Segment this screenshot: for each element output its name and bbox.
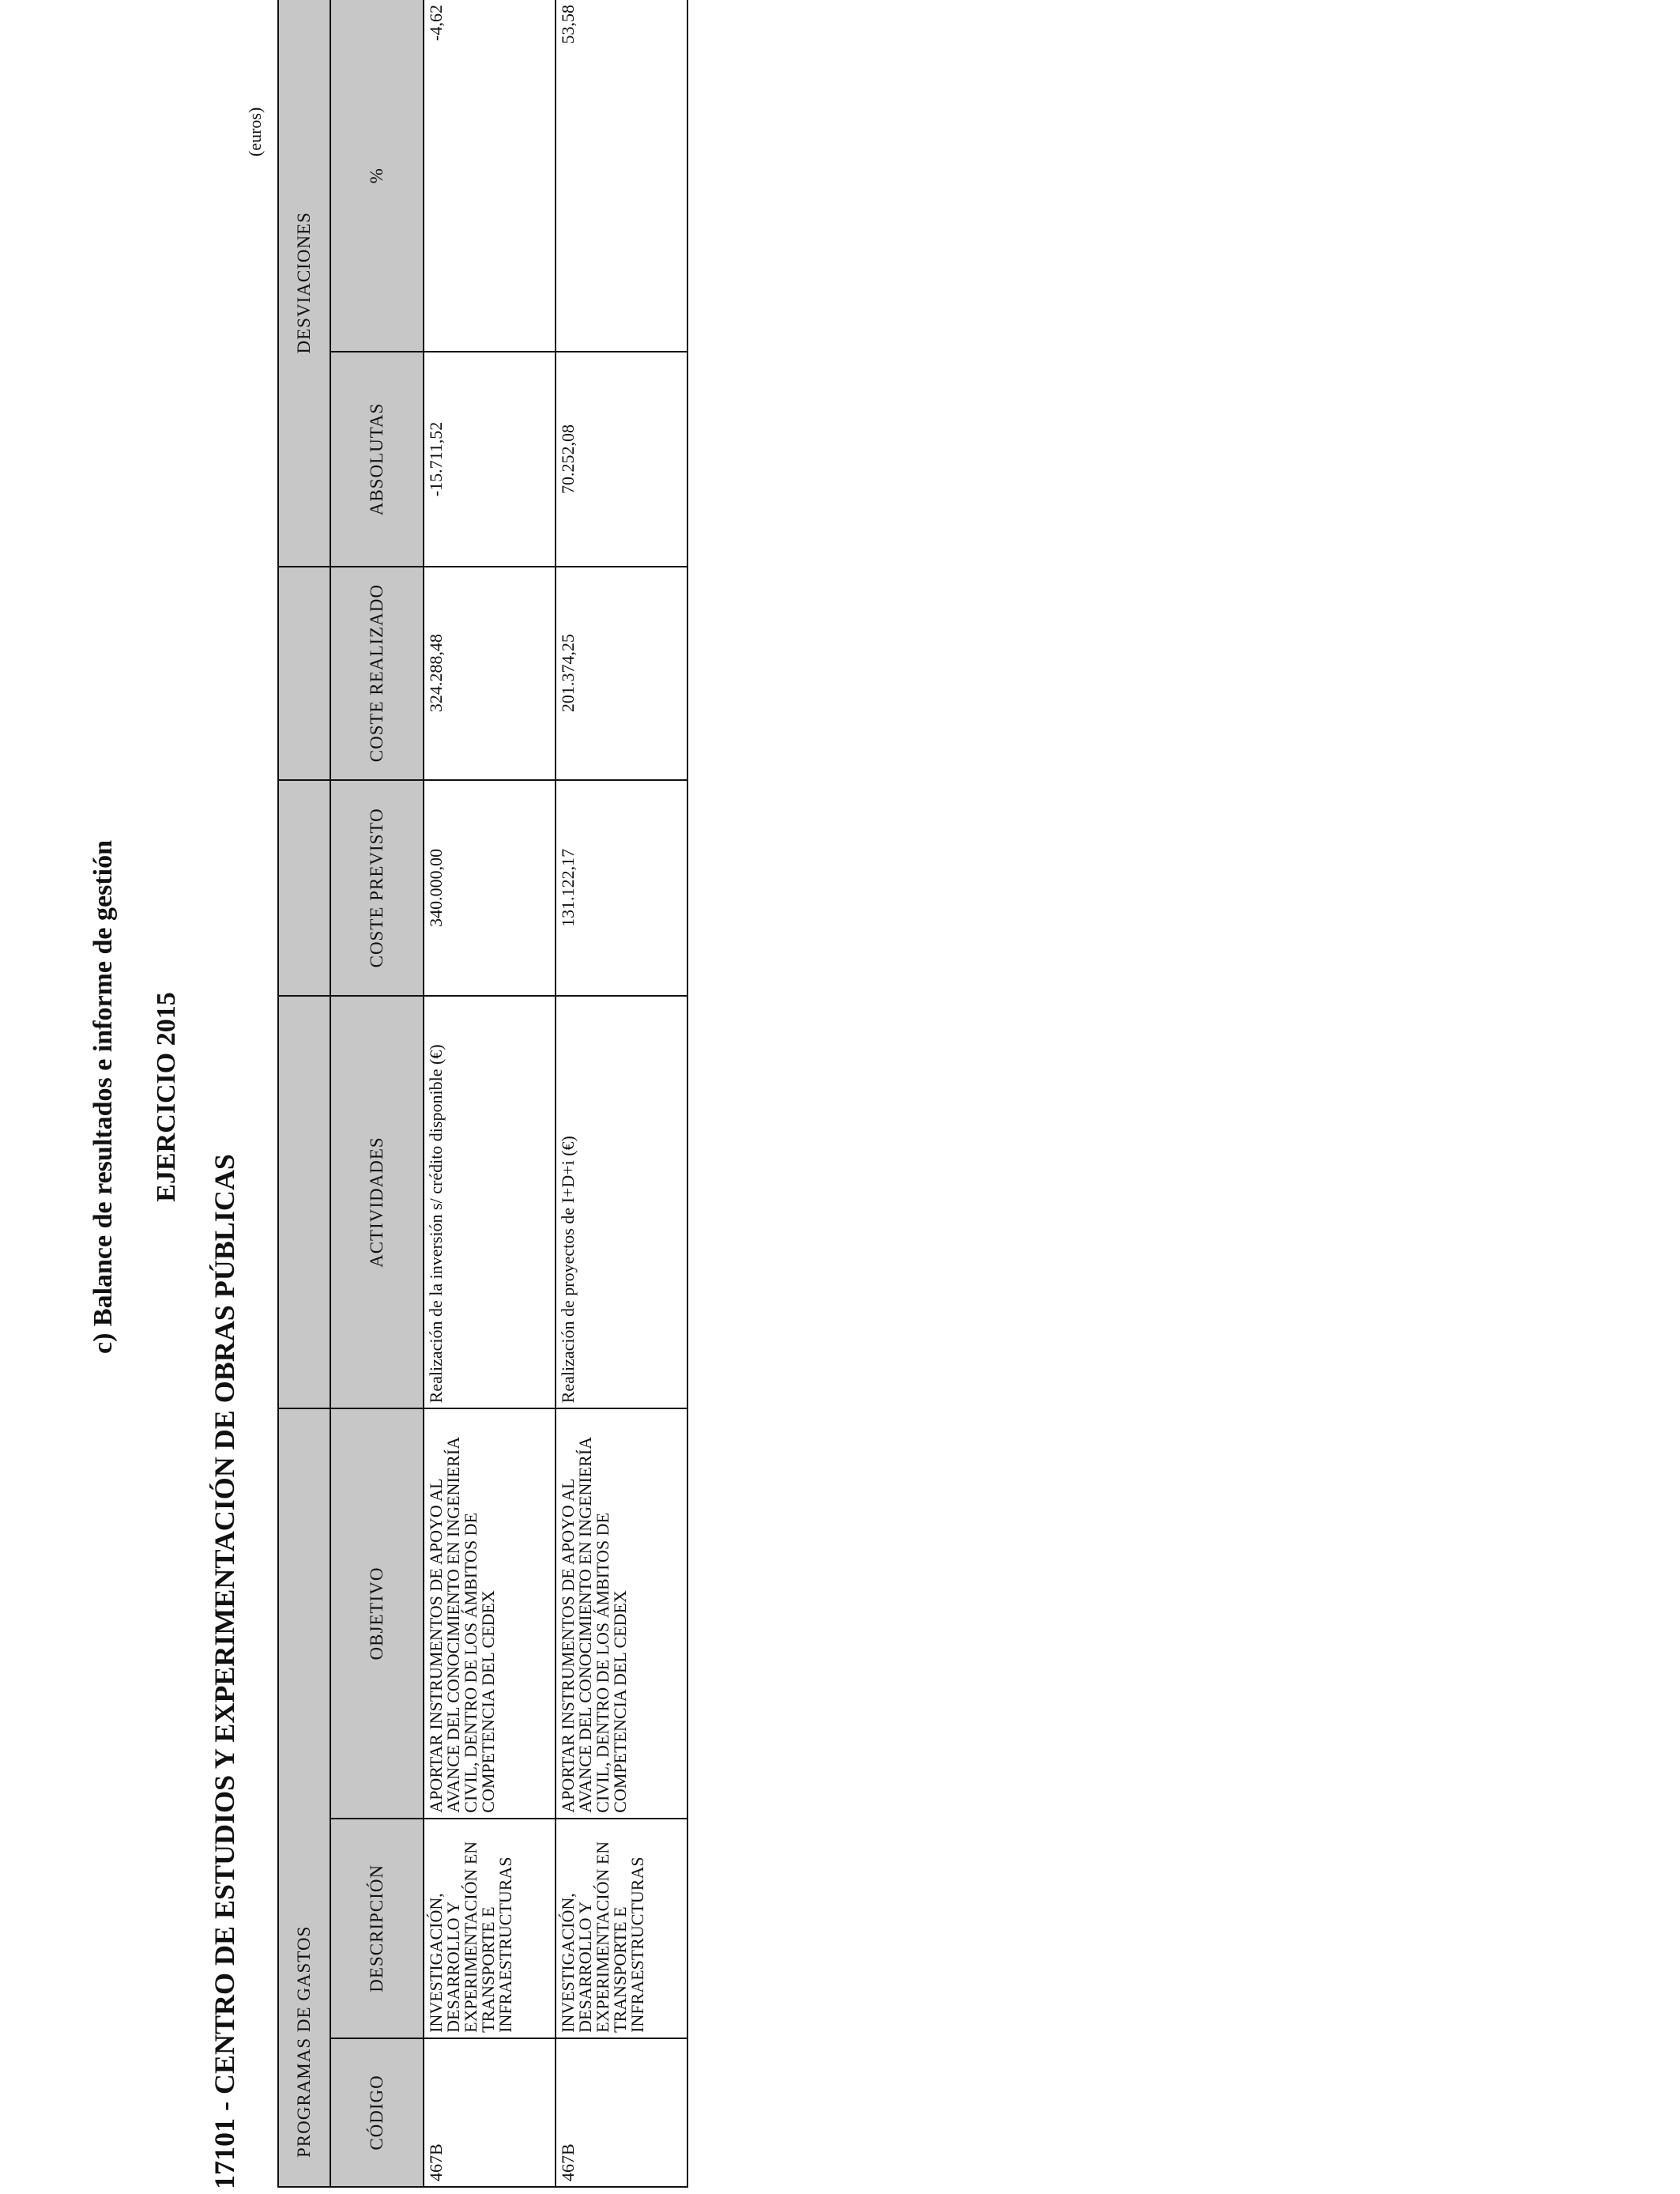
cell-coste-previsto: 340.000,00 — [424, 780, 556, 996]
exercise-title: EJERCICIO 2015 — [152, 992, 181, 1202]
cell-descripcion: INVESTIGACIÓN, DESARROLLO Y EXPERIMENTACIÓN EN TRANSPORTE E INFRAESTRUCTURAS — [556, 1819, 687, 2038]
cell-actividades: Realización de proyectos de I+D+i (€) — [556, 996, 687, 1408]
col-header-absolutas: ABSOLUTAS — [330, 352, 424, 566]
group-header-blank-1 — [278, 996, 330, 1408]
group-header-row — [278, 0, 330, 2187]
column-header-row — [330, 0, 424, 2187]
cell-porcentaje: -4,62 — [424, 0, 556, 352]
group-header-blank-3 — [278, 567, 330, 780]
results-table — [277, 0, 688, 2188]
col-header-descripcion: DESCRIPCIÓN — [330, 1819, 424, 2038]
cell-codigo: 467B — [424, 2038, 556, 2187]
cell-actividades: Realización de la inversión s/ crédito disponible (€) — [424, 996, 556, 1408]
cell-codigo: 467B — [556, 2038, 687, 2187]
organism-title: 17101 - CENTRO DE ESTUDIOS Y EXPERIMENTACIÓN DE OBRAS PÚBLICAS — [209, 1154, 240, 2189]
cell-coste-realizado: 201.374,25 — [556, 567, 687, 780]
cell-coste-previsto: 131.122,17 — [556, 780, 687, 996]
table-row — [556, 0, 687, 2187]
col-header-porcentaje: % — [330, 0, 424, 352]
col-header-codigo: CÓDIGO — [330, 2038, 424, 2187]
cell-absolutas: 70.252,08 — [556, 352, 687, 566]
col-header-objetivo: OBJETIVO — [330, 1408, 424, 1818]
section-title: c) Balance de resultados e informe de gestión — [89, 839, 118, 1355]
col-header-coste-realizado: COSTE REALIZADO — [330, 567, 424, 780]
cell-objetivo: APORTAR INSTRUMENTOS DE APOYO AL AVANCE DEL CONOCIMIENTO EN INGENIERÍA CIVIL, DENTRO DE LOS ÁMBITOS DE COMPETENCIA DEL CEDEX — [556, 1408, 687, 1818]
group-header-blank-2 — [278, 780, 330, 996]
col-header-actividades: ACTIVIDADES — [330, 996, 424, 1408]
cell-porcentaje: 53,58 — [556, 0, 687, 352]
currency-note: (euros) — [245, 107, 265, 156]
col-header-coste-previsto: COSTE PREVISTO — [330, 780, 424, 996]
cell-objetivo: APORTAR INSTRUMENTOS DE APOYO AL AVANCE DEL CONOCIMIENTO EN INGENIERÍA CIVIL, DENTRO DE LOS ÁMBITOS DE COMPETENCIA DEL CEDEX — [424, 1408, 556, 1818]
cell-coste-realizado: 324.288,48 — [424, 567, 556, 780]
group-header-programas: PROGRAMAS DE GASTOS — [278, 1408, 330, 2187]
table-row — [424, 0, 556, 2187]
group-header-desviaciones: DESVIACIONES — [278, 0, 330, 567]
cell-absolutas: -15.711,52 — [424, 352, 556, 566]
cell-descripcion: INVESTIGACIÓN, DESARROLLO Y EXPERIMENTACIÓN EN TRANSPORTE E INFRAESTRUCTURAS — [424, 1819, 556, 2038]
